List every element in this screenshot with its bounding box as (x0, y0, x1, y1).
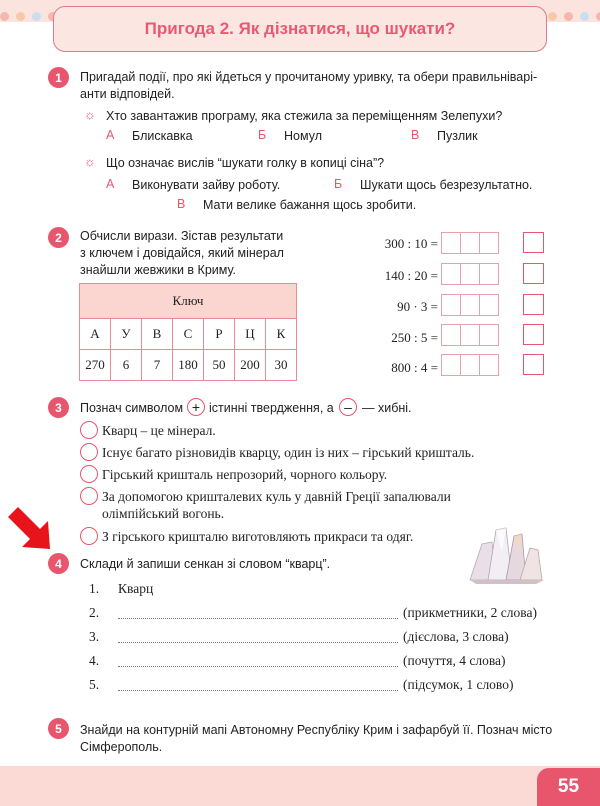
red-arrow-icon (4, 503, 56, 555)
line-number: 4. (89, 653, 100, 668)
task1-question2: Що означає вислів “шукати голку в копиці сіна”? (106, 156, 385, 170)
task4-instruction: Склади й запиши сенкан зі словом “кварц”. (80, 557, 331, 571)
expression: 300 : 10 = (384, 236, 438, 251)
key-letter-cell: А (80, 319, 111, 350)
page-title: Пригода 2. Як дізнатися, що шукати? (144, 19, 456, 38)
option-text[interactable]: Номул (284, 129, 322, 143)
key-letter-cell: В (142, 319, 173, 350)
answer-line[interactable] (118, 689, 398, 691)
answer-circle[interactable] (80, 487, 98, 505)
key-value-cell: 180 (173, 350, 204, 381)
answer-cells[interactable] (441, 324, 498, 346)
task-number-4: 4 (48, 553, 69, 574)
key-value-cell: 7 (142, 350, 173, 381)
expression: 90 · 3 = (397, 299, 438, 314)
task1-instruction-line1: Пригадай події, про які йдеться у прочитаному уривку, та обери правильніварі- (80, 70, 538, 84)
letter-answer-box[interactable] (523, 263, 544, 284)
option-text[interactable]: Пузлик (437, 129, 478, 143)
letter-answer-box[interactable] (523, 232, 544, 253)
key-value-cell: 200 (235, 350, 266, 381)
answer-cells[interactable] (441, 232, 498, 254)
option-letter[interactable]: Б (258, 128, 267, 142)
sun-bullet-icon: ☼ (84, 107, 96, 122)
statement: Гірський кришталь непрозорий, чорного кольору. (102, 467, 388, 482)
task1-instruction-line2: анти відповідей. (80, 87, 175, 101)
task-number-1: 1 (48, 67, 69, 88)
task-number-3: 3 (48, 397, 69, 418)
line-number: 1. (89, 581, 100, 596)
key-table (79, 283, 297, 381)
answer-circle[interactable] (80, 421, 98, 439)
answer-line[interactable] (118, 617, 398, 619)
page-title-banner (53, 6, 547, 52)
task3-intro-c: — хибні. (362, 401, 412, 415)
letter-answer-box[interactable] (523, 294, 544, 315)
task2-instruction-line: Обчисли вирази. Зістав результати (80, 229, 284, 243)
option-text[interactable]: Блискавка (132, 129, 193, 143)
answer-line[interactable] (118, 665, 398, 667)
key-value-cell: 50 (204, 350, 235, 381)
key-value-cell: 6 (111, 350, 142, 381)
option-letter[interactable]: А (106, 177, 115, 191)
task-number-5: 5 (48, 718, 69, 739)
statement: За допомогою кришталевих куль у давній Греції запалювали (102, 489, 451, 504)
task3-intro-b: істинні твердження, а (209, 401, 334, 415)
option-letter[interactable]: В (411, 128, 420, 142)
line-hint: (дієслова, 3 слова) (403, 629, 509, 644)
line-hint: (почуття, 4 слова) (403, 653, 506, 668)
option-text[interactable]: Виконувати зайву роботу. (132, 178, 281, 192)
line-hint: (прикметники, 2 слова) (403, 605, 537, 620)
statement: Існує багато різновидів кварцу, один із них – гірський кришталь. (102, 445, 475, 460)
answer-circle[interactable] (80, 527, 98, 545)
task5-instruction-line2: Сімферополь. (80, 740, 163, 754)
key-letter-cell: У (111, 319, 142, 350)
key-value-cell: 270 (80, 350, 111, 381)
task-number-2: 2 (48, 227, 69, 248)
answer-circle[interactable] (80, 465, 98, 483)
task1-question1: Хто завантажив програму, яка стежила за переміщенням Зелепухи? (106, 109, 503, 123)
key-letter-cell: С (173, 319, 204, 350)
statement-continued: олімпійський вогонь. (102, 506, 225, 521)
option-text[interactable]: Шукати щось безрезультатно. (360, 178, 533, 192)
page-number: 55 (537, 768, 600, 806)
plus-symbol-icon: + (187, 398, 205, 416)
answer-cells[interactable] (441, 354, 498, 376)
decorative-dots-right (548, 12, 600, 34)
key-letter-cell: Р (204, 319, 235, 350)
line-hint: (підсумок, 1 слово) (403, 677, 514, 692)
answer-cells[interactable] (441, 263, 498, 285)
expression: 250 : 5 = (391, 330, 438, 345)
letter-answer-box[interactable] (523, 354, 544, 375)
task2-instruction-line: знайшли жевжики в Криму. (80, 263, 236, 277)
minus-symbol-icon: – (339, 398, 357, 416)
answer-line[interactable] (118, 641, 398, 643)
line-number: 2. (89, 605, 100, 620)
key-value-cell: 30 (266, 350, 297, 381)
task2-instruction-line: з ключем і довідайся, який мінерал (80, 246, 284, 260)
expression: 800 : 4 = (391, 360, 438, 375)
option-letter[interactable]: Б (334, 177, 343, 191)
task5-instruction-line1: Знайди на контурній мапі Автономну Республіку Крим і зафарбуй її. Познач місто (80, 723, 553, 737)
letter-answer-box[interactable] (523, 324, 544, 345)
answer-cells[interactable] (441, 294, 498, 316)
statement: З гірського кришталю виготовляють прикраси та одяг. (102, 529, 414, 544)
line-number: 3. (89, 629, 100, 644)
option-text[interactable]: Мати велике бажання щось зробити. (203, 198, 417, 212)
line-answer[interactable]: Кварц (118, 581, 154, 596)
bottom-band (0, 766, 600, 806)
sun-bullet-icon: ☼ (84, 154, 96, 169)
statement: Кварц – це мінерал. (102, 423, 216, 438)
line-number: 5. (89, 677, 100, 692)
key-letter-cell: Ц (235, 319, 266, 350)
option-letter[interactable]: А (106, 128, 115, 142)
key-table-title: Ключ (80, 284, 297, 319)
answer-circle[interactable] (80, 443, 98, 461)
key-letter-cell: К (266, 319, 297, 350)
quartz-crystal-image (466, 522, 548, 588)
expression: 140 : 20 = (384, 268, 438, 283)
task3-intro-a: Познач символом (80, 401, 184, 415)
option-letter[interactable]: В (177, 197, 186, 211)
